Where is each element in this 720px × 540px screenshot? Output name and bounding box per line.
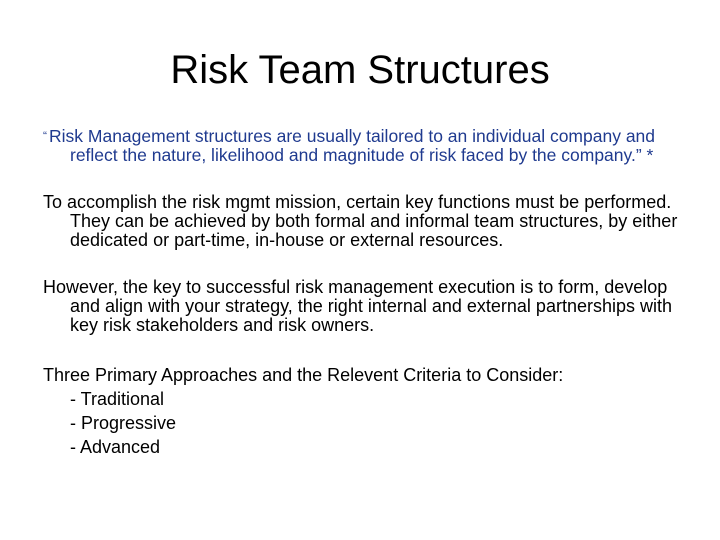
quote-text: Risk Management structures are usually tailored to an individual company and reflect the nature, likelihood and magnitude of risk faced by the company.” * — [49, 126, 656, 165]
functions-paragraph: To accomplish the risk mgmt mission, certain key functions must be performed. They can be achieved by both formal and informal team structures, by either dedicated or part-time, in-house or external resources. — [43, 192, 678, 250]
execution-paragraph: However, the key to successful risk management execution is to form, develop and align with your strategy, the right internal and external partnerships with key risk stakeholders and risk owners. — [43, 277, 672, 335]
quote-open-mark: “ — [43, 129, 47, 143]
quote-paragraph — [43, 127, 683, 165]
approaches-intro: Three Primary Approaches and the Relevent Criteria to Consider: — [43, 365, 564, 385]
list-item-traditional: - Traditional — [70, 389, 165, 409]
slide-title: Risk Team Structures — [170, 48, 550, 92]
slide-body — [43, 127, 683, 459]
approaches-list — [43, 387, 683, 459]
list-item-progressive: - Progressive — [70, 413, 177, 433]
list-item-advanced: - Advanced — [70, 437, 161, 457]
